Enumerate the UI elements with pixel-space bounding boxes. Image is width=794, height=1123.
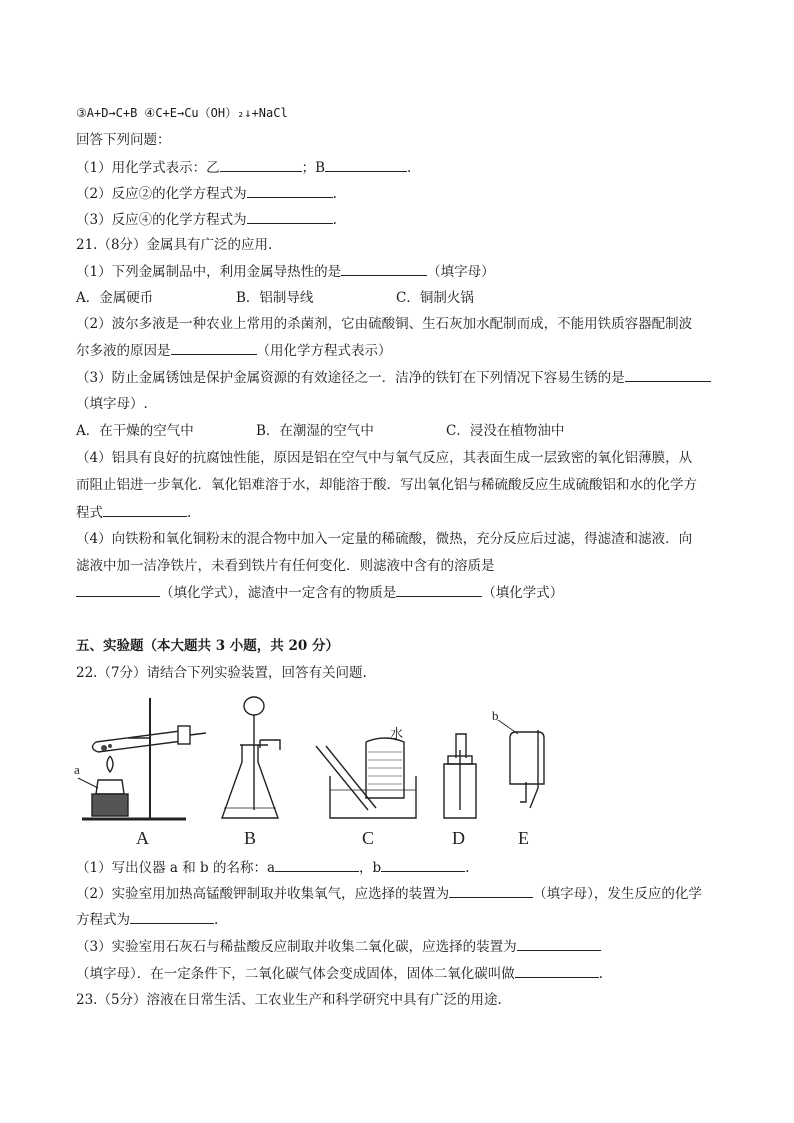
q21-title: 21.（8分）金属具有广泛的应用. (76, 237, 273, 253)
q21-s2-tail: （用化学方程式表示） (256, 343, 392, 359)
apparatus-e (498, 720, 544, 808)
figure-label-b: B (244, 828, 257, 848)
q21-s4-prefix: 程式 (76, 505, 103, 521)
punct: . (407, 160, 412, 176)
answer-blank[interactable] (103, 502, 187, 517)
answer-blank[interactable] (396, 582, 482, 597)
answer-blank[interactable] (76, 582, 160, 597)
answer-blank[interactable] (275, 857, 359, 872)
option-b: B．在潮湿的空气中 (256, 423, 374, 439)
q21-s1-tail: （填字母） (427, 264, 495, 280)
q20-sub1-sep: ；B (301, 160, 326, 176)
figure-label-a: A (136, 828, 149, 848)
q22-s3-line2-prefix: （填字母）．在一定条件下，二氧化碳气体会变成固体，固体二氧化碳叫做 (76, 966, 515, 982)
q21-s4-line2: 而阻止铝进一步氧化．氧化铝难溶于水，却能溶于酸．写出氧化铝与稀硫酸反应生成硫酸铝和水的化学方 (76, 477, 697, 493)
q21-s2-prefix: 尔多液的原因是 (76, 343, 171, 359)
q22-title: 22.（7分）请结合下列实验装置，回答有关问题. (76, 665, 367, 681)
q20-sub2 (76, 183, 337, 204)
q21-s5-line1: （4）向铁粉和氧化铜粉末的混合物中加入一定量的稀硫酸，微热，充分反应后过滤，得滤渣和滤液．向 (76, 531, 693, 547)
answer-blank[interactable] (171, 340, 257, 355)
q20-sub2-text: （2）反应②的化学方程式为 (76, 186, 247, 202)
q23-title: 23.（5分）溶液在日常生活、工农业生产和科学研究中具有广泛的用途. (76, 992, 502, 1008)
q20-sub1-prefix: （1）用化学式表示：乙 (76, 160, 220, 176)
q22-s3-line2 (76, 963, 603, 984)
q21-s3-line2: （填字母）. (76, 396, 148, 412)
q21-s5-tail: （填化学式） (482, 585, 564, 601)
option-c: C．铜制火锅 (396, 290, 474, 306)
figure-label-e: E (518, 828, 529, 848)
section-heading: 五、实验题（本大题共 3 小题，共 20 分） (76, 638, 339, 654)
punct: . (214, 912, 219, 928)
q21-s1-options (76, 288, 474, 308)
q21-s5-line3 (76, 582, 563, 603)
q21-s3-text: （3）防止金属锈蚀是保护金属资源的有效途径之一．洁净的铁钉在下列情况下容易生锈的是 (76, 370, 625, 386)
punct: . (332, 212, 337, 228)
answer-blank[interactable] (341, 261, 427, 276)
answer-intro: 回答下列问题： (76, 132, 171, 148)
punct: . (465, 860, 470, 876)
answer-blank[interactable] (247, 209, 333, 224)
q22-s2-prefix: （2）实验室用加热高锰酸钾制取并收集氧气，应选择的装置为 (76, 886, 450, 902)
q21-s3-options (76, 421, 564, 441)
figure-label-d: D (452, 828, 465, 848)
q22-s2-line1 (76, 883, 702, 904)
q21-s5-mid: （填化学式），滤渣中一定含有的物质是 (160, 585, 397, 601)
apparatus-b (222, 697, 280, 818)
answer-blank[interactable] (517, 936, 601, 951)
option-a: A．金属硬币 (76, 290, 154, 306)
answer-blank[interactable] (325, 157, 407, 172)
q22-s2-tail: （填字母），发生反应的化学 (533, 886, 702, 902)
q21-s4-line1: （4）铝具有良好的抗腐蚀性能，原因是铝在空气中与氧气反应，其表面生成一层致密的氧化铝薄膜，从 (76, 450, 693, 466)
q21-s3-line1 (76, 367, 711, 388)
punct: . (187, 505, 192, 521)
q21-s5-line2: 滤液中加一洁净铁片，未看到铁片有任何变化．则滤液中含有的溶质是 (76, 558, 495, 574)
label-b: b (492, 708, 499, 723)
answer-blank[interactable] (130, 909, 214, 924)
q22-s3-line1 (76, 936, 601, 957)
apparatus-c (316, 738, 416, 818)
q22-s3-text: （3）实验室用石灰石与稀盐酸反应制取并收集二氧化碳，应选择的装置为 (76, 939, 517, 955)
answer-blank[interactable] (247, 183, 333, 198)
q20-sub3 (76, 209, 337, 230)
reactions-line: ③A+D→C+B ④C+E→Cu（OH）₂↓+NaCl (76, 106, 288, 120)
q22-s2-line2 (76, 909, 218, 930)
punct: . (332, 186, 337, 202)
q22-s1 (76, 857, 469, 878)
answer-blank[interactable] (449, 883, 533, 898)
label-water: 水 (390, 726, 404, 741)
answer-blank[interactable] (515, 963, 599, 978)
q20-sub3-text: （3）反应④的化学方程式为 (76, 212, 247, 228)
q21-s1-text: （1）下列金属制品中，利用金属导热性的是 (76, 264, 342, 280)
apparatus-a (78, 698, 206, 819)
q22-s2-line2-prefix: 方程式为 (76, 912, 130, 928)
answer-blank[interactable] (220, 157, 302, 172)
q21-s1 (76, 261, 495, 282)
label-a: a (74, 762, 80, 777)
q22-s1-prefix: （1）写出仪器 a 和 b 的名称：a (76, 860, 275, 876)
q21-s2-line1: （2）波尔多液是一种农业上常用的杀菌剂，它由硫酸铜、生石灰加水配制而成，不能用铁质容器配制波 (76, 316, 693, 332)
q20-sub1 (76, 157, 411, 178)
q22-s1-mid: ，b (359, 860, 382, 876)
punct: . (598, 966, 604, 982)
apparatus-d (444, 734, 476, 818)
q21-s4-line3 (76, 502, 191, 523)
option-a: A．在干燥的空气中 (76, 423, 194, 439)
apparatus-figure (68, 690, 558, 850)
figure-label-c: C (362, 828, 375, 848)
option-b: B．铝制导线 (236, 290, 314, 306)
answer-blank[interactable] (625, 367, 711, 382)
q21-s2-line2 (76, 340, 392, 361)
option-c: C．浸没在植物油中 (446, 423, 565, 439)
answer-blank[interactable] (381, 857, 465, 872)
